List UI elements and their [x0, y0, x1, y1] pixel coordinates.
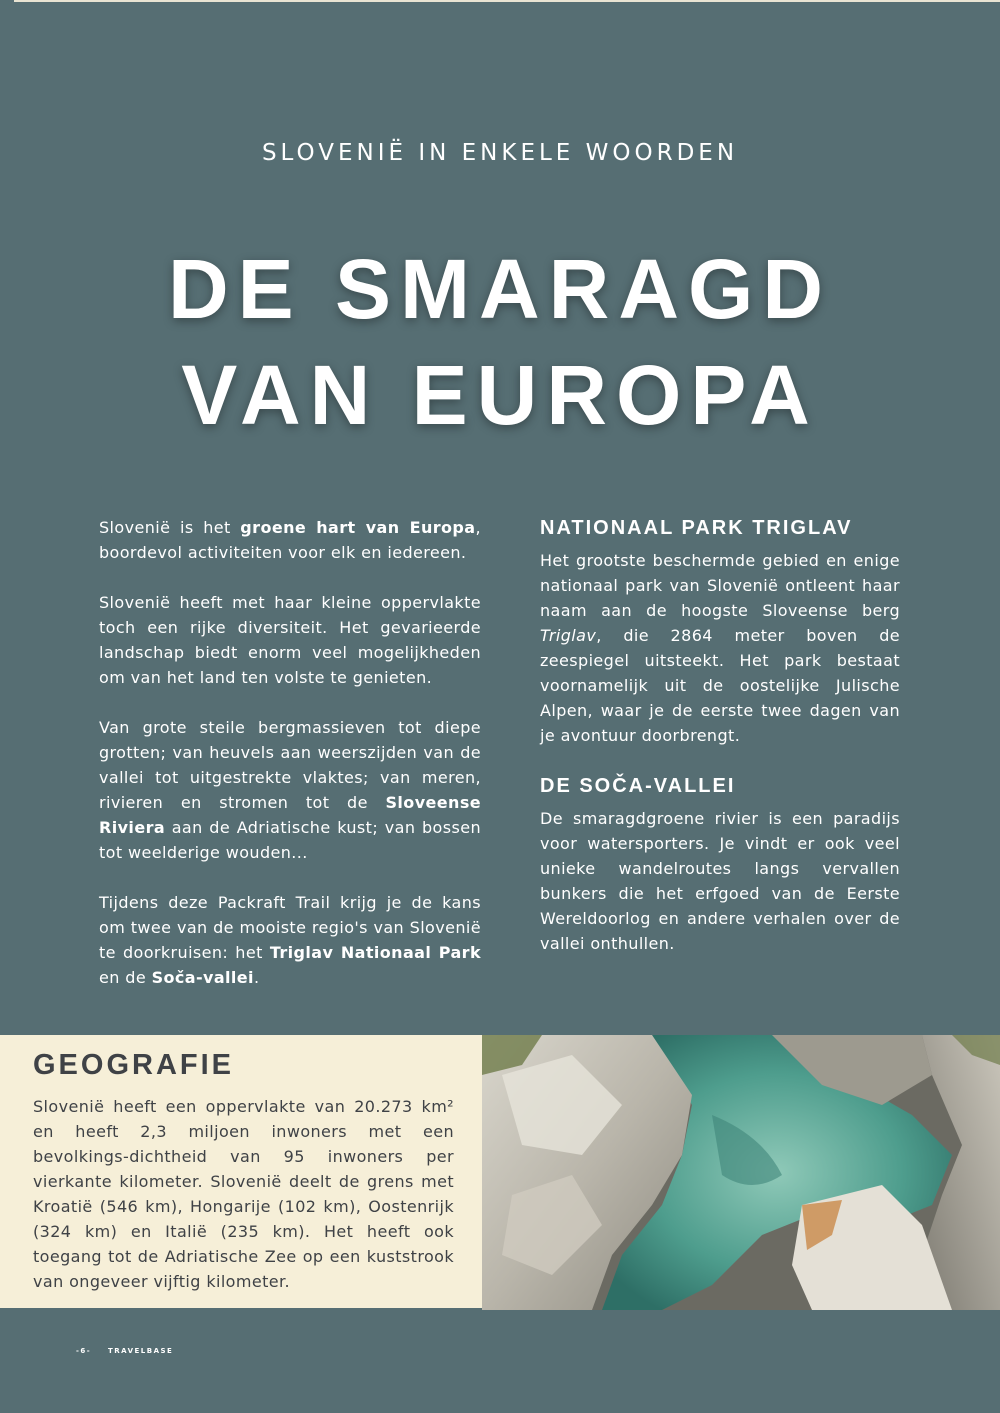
top-rule — [14, 0, 1000, 2]
geography-heading: GEOGRAFIE — [33, 1049, 235, 1081]
intro-column — [99, 515, 481, 1015]
triglav-heading: NATIONAAL PARK TRIGLAV — [540, 517, 853, 539]
geography-text: Slovenië heeft een oppervlakte van 20.273 km² en heeft 2,3 miljoen inwoners met een bevolkings-dichtheid van 95 inwoners per vierkante kilometer. Slovenië deelt de grens met Kroatië (546 km), Hongarije (102 km), Oostenrijk (324 km) en Italië (235 km). Het heeft ook toegang tot de Adriatische Zee op een kuststrook van ongeveer vijftig kilometer. — [33, 1097, 454, 1291]
soca-heading: DE SOČA-VALLEI — [540, 775, 736, 797]
page-number: -6- — [76, 1347, 92, 1355]
soca-paragraph: De smaragdgroene rivier is een paradijs voor watersporters. Je vindt er ook veel unieke wandelroutes langs vervallen bunkers die het erfgoed van de Eerste Wereldoorlog en andere verhalen over de vallei onthullen. — [540, 809, 900, 953]
intro-paragraph-3: Van grote steile bergmassieven tot diepe grotten; van heuvels aan weerszijden van de vallei tot uitgestrekte vlaktes; van meren, rivieren en stromen tot de Sloveense Riviera aan de Adriatische kust; van bossen tot weelderige wouden... — [99, 718, 481, 862]
page-title — [0, 236, 1000, 448]
triglav-paragraph: Het grootste beschermde gebied en enige nationaal park van Slovenië ontleent haar naam aan de hoogste Sloveense berg Triglav, die 2864 meter boven de zeespiegel uitsteekt. Het park bestaat voornamelijk uit de oostelijke Julische Alpen, waar je de eerste twee dagen van je avontuur doorbrengt. — [540, 551, 900, 745]
intro-paragraph-4: Tijdens deze Packraft Trail krijg je de kans om twee van de mooiste regio's van Slovenië te doorkruisen: het Triglav Nationaal Park en de Soča-vallei. — [99, 893, 481, 987]
intro-paragraph-1: Slovenië is het groene hart van Europa, boordevol activiteiten voor elk en iedereen. — [99, 518, 481, 562]
title-line-1: DE SMARAGD — [167, 242, 832, 336]
brand-name: TRAVELBASE — [108, 1347, 174, 1355]
regions-column — [540, 515, 900, 981]
page-kicker: SLOVENIË IN ENKELE WOORDEN — [261, 140, 739, 166]
soca-river-photo — [482, 1035, 1000, 1310]
title-line-2: VAN EUROPA — [181, 348, 819, 442]
intro-paragraph-2: Slovenië heeft met haar kleine oppervlakte toch een rijke diversiteit. Het gevarieerde landschap biedt enorm veel mogelijkheden om van het land ten volste te genieten. — [99, 593, 481, 687]
